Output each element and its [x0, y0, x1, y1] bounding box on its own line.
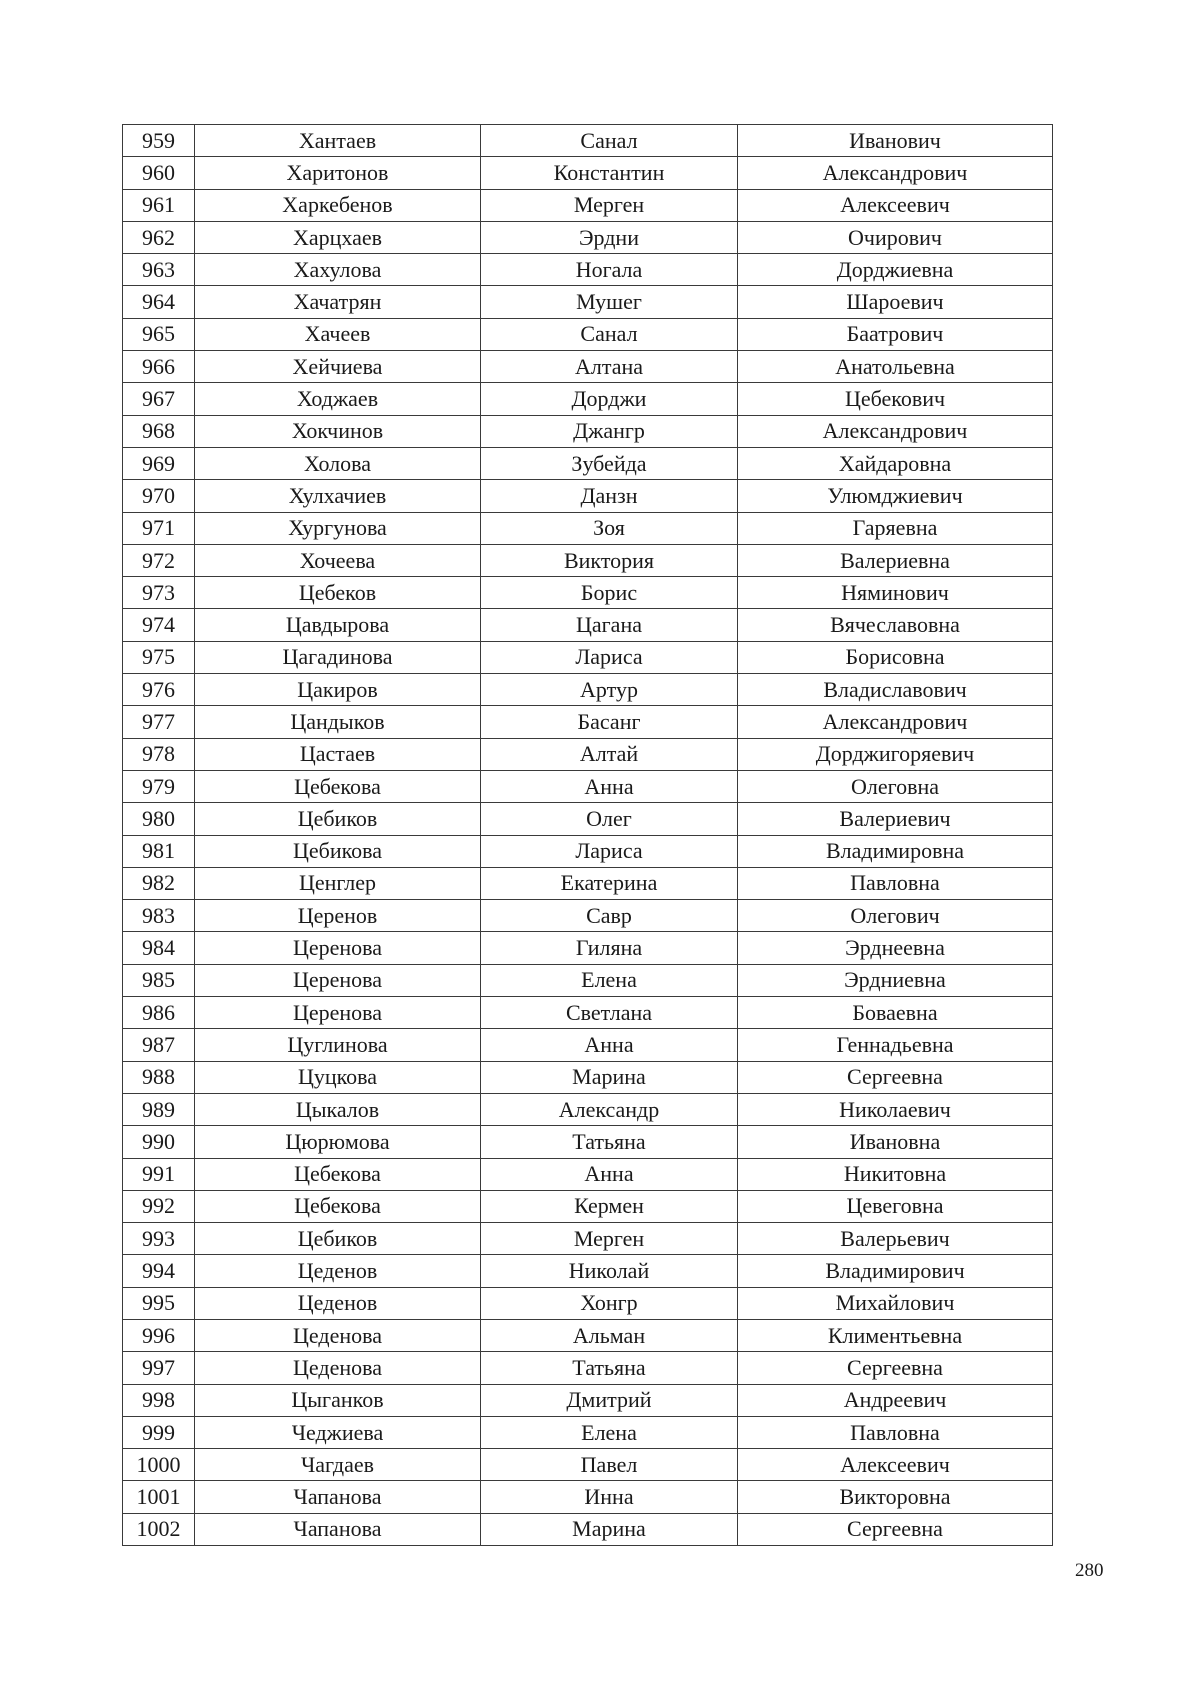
page-number: 280	[1075, 1560, 1104, 1581]
patronymic-cell: Валериевна	[738, 544, 1053, 576]
surname-cell: Чапанова	[195, 1513, 481, 1545]
table-row	[123, 157, 1053, 189]
row-number-cell: 1000	[123, 1449, 195, 1481]
table-row	[123, 286, 1053, 318]
surname-cell: Цуглинова	[195, 1029, 481, 1061]
first-name-cell: Олег	[481, 803, 738, 835]
patronymic-cell: Андреевич	[738, 1384, 1053, 1416]
table-row	[123, 1158, 1053, 1190]
table-row	[123, 835, 1053, 867]
table-row	[123, 706, 1053, 738]
first-name-cell: Виктория	[481, 544, 738, 576]
table-row	[123, 189, 1053, 221]
surname-cell: Чагдаев	[195, 1449, 481, 1481]
first-name-cell: Санал	[481, 318, 738, 350]
row-number-cell: 988	[123, 1061, 195, 1093]
surname-cell: Цакиров	[195, 674, 481, 706]
patronymic-cell: Хайдаровна	[738, 447, 1053, 479]
table-row	[123, 1287, 1053, 1319]
patronymic-cell: Геннадьевна	[738, 1029, 1053, 1061]
surname-cell: Хачатрян	[195, 286, 481, 318]
patronymic-cell: Дорджигоряевич	[738, 738, 1053, 770]
table-row	[123, 641, 1053, 673]
table-row	[123, 1255, 1053, 1287]
surname-cell: Харитонов	[195, 157, 481, 189]
surname-cell: Цуцкова	[195, 1061, 481, 1093]
row-number-cell: 963	[123, 254, 195, 286]
row-number-cell: 999	[123, 1416, 195, 1448]
patronymic-cell: Викторовна	[738, 1481, 1053, 1513]
patronymic-cell: Олеговна	[738, 770, 1053, 802]
table-row	[123, 254, 1053, 286]
first-name-cell: Татьяна	[481, 1126, 738, 1158]
first-name-cell: Лариса	[481, 641, 738, 673]
surname-cell: Холова	[195, 447, 481, 479]
first-name-cell: Анна	[481, 1029, 738, 1061]
patronymic-cell: Шароевич	[738, 286, 1053, 318]
patronymic-cell: Вячеславовна	[738, 609, 1053, 641]
table-row	[123, 867, 1053, 899]
surname-cell: Цебиков	[195, 1223, 481, 1255]
table-row	[123, 964, 1053, 996]
row-number-cell: 986	[123, 997, 195, 1029]
surname-cell: Харцхаев	[195, 221, 481, 253]
surname-cell: Ходжаев	[195, 383, 481, 415]
first-name-cell: Марина	[481, 1513, 738, 1545]
surname-cell: Хокчинов	[195, 415, 481, 447]
patronymic-cell: Борисовна	[738, 641, 1053, 673]
first-name-cell: Константин	[481, 157, 738, 189]
table-row	[123, 544, 1053, 576]
row-number-cell: 981	[123, 835, 195, 867]
first-name-cell: Савр	[481, 900, 738, 932]
row-number-cell: 998	[123, 1384, 195, 1416]
patronymic-cell: Сергеевна	[738, 1061, 1053, 1093]
table-row	[123, 1029, 1053, 1061]
row-number-cell: 979	[123, 770, 195, 802]
row-number-cell: 968	[123, 415, 195, 447]
table-row	[123, 674, 1053, 706]
first-name-cell: Татьяна	[481, 1352, 738, 1384]
patronymic-cell: Николаевич	[738, 1093, 1053, 1125]
table-row	[123, 1481, 1053, 1513]
first-name-cell: Альман	[481, 1319, 738, 1351]
first-name-cell: Светлана	[481, 997, 738, 1029]
first-name-cell: Санал	[481, 125, 738, 157]
row-number-cell: 969	[123, 447, 195, 479]
first-name-cell: Дорджи	[481, 383, 738, 415]
roster-table	[122, 124, 1053, 1546]
table-row	[123, 738, 1053, 770]
surname-cell: Хахулова	[195, 254, 481, 286]
table-row	[123, 221, 1053, 253]
roster-table-body	[123, 125, 1053, 1546]
first-name-cell: Лариса	[481, 835, 738, 867]
surname-cell: Цебикова	[195, 835, 481, 867]
first-name-cell: Зубейда	[481, 447, 738, 479]
table-row	[123, 1093, 1053, 1125]
row-number-cell: 982	[123, 867, 195, 899]
row-number-cell: 978	[123, 738, 195, 770]
table-row	[123, 803, 1053, 835]
row-number-cell: 984	[123, 932, 195, 964]
table-row	[123, 609, 1053, 641]
patronymic-cell: Олегович	[738, 900, 1053, 932]
table-row	[123, 383, 1053, 415]
row-number-cell: 980	[123, 803, 195, 835]
patronymic-cell: Дорджиевна	[738, 254, 1053, 286]
table-row	[123, 1416, 1053, 1448]
patronymic-cell: Сергеевна	[738, 1352, 1053, 1384]
first-name-cell: Мерген	[481, 189, 738, 221]
patronymic-cell: Боваевна	[738, 997, 1053, 1029]
first-name-cell: Мушег	[481, 286, 738, 318]
row-number-cell: 977	[123, 706, 195, 738]
patronymic-cell: Няминович	[738, 577, 1053, 609]
patronymic-cell: Цебекович	[738, 383, 1053, 415]
first-name-cell: Анна	[481, 770, 738, 802]
first-name-cell: Хонгр	[481, 1287, 738, 1319]
first-name-cell: Данзн	[481, 480, 738, 512]
patronymic-cell: Климентьевна	[738, 1319, 1053, 1351]
surname-cell: Цебекова	[195, 1158, 481, 1190]
surname-cell: Цагадинова	[195, 641, 481, 673]
first-name-cell: Александр	[481, 1093, 738, 1125]
row-number-cell: 970	[123, 480, 195, 512]
table-row	[123, 1352, 1053, 1384]
row-number-cell: 971	[123, 512, 195, 544]
table-row	[123, 932, 1053, 964]
patronymic-cell: Владимировна	[738, 835, 1053, 867]
table-row	[123, 1319, 1053, 1351]
first-name-cell: Алтай	[481, 738, 738, 770]
patronymic-cell: Иванович	[738, 125, 1053, 157]
row-number-cell: 985	[123, 964, 195, 996]
row-number-cell: 959	[123, 125, 195, 157]
row-number-cell: 994	[123, 1255, 195, 1287]
first-name-cell: Эрдни	[481, 221, 738, 253]
patronymic-cell: Баатрович	[738, 318, 1053, 350]
row-number-cell: 997	[123, 1352, 195, 1384]
surname-cell: Цыганков	[195, 1384, 481, 1416]
first-name-cell: Гиляна	[481, 932, 738, 964]
row-number-cell: 964	[123, 286, 195, 318]
surname-cell: Церенова	[195, 964, 481, 996]
surname-cell: Хейчиева	[195, 351, 481, 383]
surname-cell: Хургунова	[195, 512, 481, 544]
surname-cell: Цеденов	[195, 1255, 481, 1287]
patronymic-cell: Цевеговна	[738, 1190, 1053, 1222]
row-number-cell: 993	[123, 1223, 195, 1255]
surname-cell: Цыкалов	[195, 1093, 481, 1125]
patronymic-cell: Анатольевна	[738, 351, 1053, 383]
surname-cell: Хачеев	[195, 318, 481, 350]
table-row	[123, 318, 1053, 350]
surname-cell: Цастаев	[195, 738, 481, 770]
surname-cell: Цебекова	[195, 1190, 481, 1222]
patronymic-cell: Михайлович	[738, 1287, 1053, 1319]
patronymic-cell: Никитовна	[738, 1158, 1053, 1190]
patronymic-cell: Алексеевич	[738, 189, 1053, 221]
first-name-cell: Борис	[481, 577, 738, 609]
first-name-cell: Кермен	[481, 1190, 738, 1222]
row-number-cell: 975	[123, 641, 195, 673]
row-number-cell: 989	[123, 1093, 195, 1125]
row-number-cell: 967	[123, 383, 195, 415]
surname-cell: Цеденов	[195, 1287, 481, 1319]
surname-cell: Церенова	[195, 932, 481, 964]
table-row	[123, 770, 1053, 802]
row-number-cell: 1001	[123, 1481, 195, 1513]
first-name-cell: Мерген	[481, 1223, 738, 1255]
table-row	[123, 900, 1053, 932]
table-row	[123, 512, 1053, 544]
surname-cell: Цеденова	[195, 1319, 481, 1351]
patronymic-cell: Валериевич	[738, 803, 1053, 835]
surname-cell: Цебеков	[195, 577, 481, 609]
table-row	[123, 577, 1053, 609]
table-row	[123, 1449, 1053, 1481]
surname-cell: Цавдырова	[195, 609, 481, 641]
table-row	[123, 1190, 1053, 1222]
first-name-cell: Елена	[481, 964, 738, 996]
patronymic-cell: Эрдниевна	[738, 964, 1053, 996]
surname-cell: Церенов	[195, 900, 481, 932]
first-name-cell: Алтана	[481, 351, 738, 383]
row-number-cell: 995	[123, 1287, 195, 1319]
table-row	[123, 1513, 1053, 1545]
first-name-cell: Марина	[481, 1061, 738, 1093]
first-name-cell: Николай	[481, 1255, 738, 1287]
row-number-cell: 974	[123, 609, 195, 641]
patronymic-cell: Александрович	[738, 415, 1053, 447]
table-row	[123, 1126, 1053, 1158]
patronymic-cell: Улюмджиевич	[738, 480, 1053, 512]
row-number-cell: 996	[123, 1319, 195, 1351]
row-number-cell: 960	[123, 157, 195, 189]
table-row	[123, 415, 1053, 447]
surname-cell: Хочеева	[195, 544, 481, 576]
patronymic-cell: Эрднеевна	[738, 932, 1053, 964]
patronymic-cell: Сергеевна	[738, 1513, 1053, 1545]
row-number-cell: 1002	[123, 1513, 195, 1545]
surname-cell: Цеденова	[195, 1352, 481, 1384]
patronymic-cell: Александрович	[738, 706, 1053, 738]
patronymic-cell: Ивановна	[738, 1126, 1053, 1158]
patronymic-cell: Владимирович	[738, 1255, 1053, 1287]
row-number-cell: 983	[123, 900, 195, 932]
patronymic-cell: Александрович	[738, 157, 1053, 189]
first-name-cell: Елена	[481, 1416, 738, 1448]
first-name-cell: Артур	[481, 674, 738, 706]
patronymic-cell: Гаряевна	[738, 512, 1053, 544]
surname-cell: Цебиков	[195, 803, 481, 835]
first-name-cell: Дмитрий	[481, 1384, 738, 1416]
first-name-cell: Басанг	[481, 706, 738, 738]
surname-cell: Чапанова	[195, 1481, 481, 1513]
surname-cell: Цебекова	[195, 770, 481, 802]
patronymic-cell: Валерьевич	[738, 1223, 1053, 1255]
row-number-cell: 990	[123, 1126, 195, 1158]
first-name-cell: Ногала	[481, 254, 738, 286]
patronymic-cell: Очирович	[738, 221, 1053, 253]
first-name-cell: Анна	[481, 1158, 738, 1190]
row-number-cell: 972	[123, 544, 195, 576]
row-number-cell: 961	[123, 189, 195, 221]
surname-cell: Хулхачиев	[195, 480, 481, 512]
table-row	[123, 351, 1053, 383]
table-row	[123, 1384, 1053, 1416]
first-name-cell: Зоя	[481, 512, 738, 544]
surname-cell: Чеджиева	[195, 1416, 481, 1448]
row-number-cell: 987	[123, 1029, 195, 1061]
row-number-cell: 976	[123, 674, 195, 706]
first-name-cell: Павел	[481, 1449, 738, 1481]
surname-cell: Харкебенов	[195, 189, 481, 221]
row-number-cell: 965	[123, 318, 195, 350]
patronymic-cell: Алексеевич	[738, 1449, 1053, 1481]
surname-cell: Цюрюмова	[195, 1126, 481, 1158]
surname-cell: Цандыков	[195, 706, 481, 738]
table-row	[123, 447, 1053, 479]
first-name-cell: Инна	[481, 1481, 738, 1513]
patronymic-cell: Павловна	[738, 867, 1053, 899]
surname-cell: Хантаев	[195, 125, 481, 157]
row-number-cell: 962	[123, 221, 195, 253]
patronymic-cell: Владиславович	[738, 674, 1053, 706]
row-number-cell: 973	[123, 577, 195, 609]
patronymic-cell: Павловна	[738, 1416, 1053, 1448]
surname-cell: Церенова	[195, 997, 481, 1029]
row-number-cell: 966	[123, 351, 195, 383]
table-row	[123, 1061, 1053, 1093]
table-row	[123, 125, 1053, 157]
row-number-cell: 991	[123, 1158, 195, 1190]
first-name-cell: Цагана	[481, 609, 738, 641]
first-name-cell: Екатерина	[481, 867, 738, 899]
surname-cell: Ценглер	[195, 867, 481, 899]
first-name-cell: Джангр	[481, 415, 738, 447]
row-number-cell: 992	[123, 1190, 195, 1222]
table-row	[123, 1223, 1053, 1255]
table-row	[123, 997, 1053, 1029]
table-row	[123, 480, 1053, 512]
